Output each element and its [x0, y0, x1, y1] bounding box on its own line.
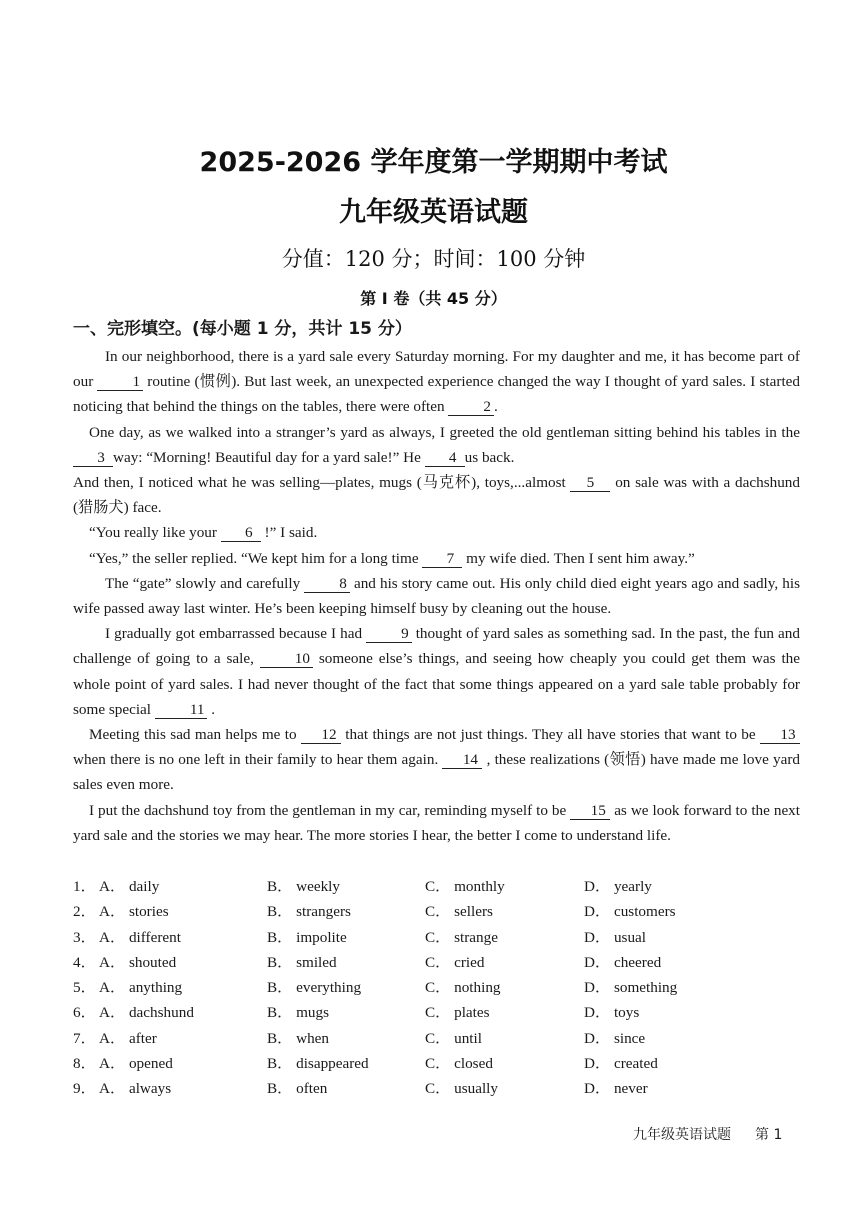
passage-text: my wife died. Then I sent him away.”: [462, 549, 695, 567]
exam-meta: 分值：120 分；时间：100 分钟: [281, 247, 586, 271]
blank-1: 1: [97, 373, 143, 391]
option-a: A． daily: [99, 878, 160, 895]
option-c: C． closed: [425, 1055, 493, 1073]
option-c: C． sellers: [425, 903, 493, 921]
question-number: 4．: [73, 953, 96, 971]
option-c: C． cried: [425, 953, 485, 971]
question-number: 1．: [73, 878, 96, 895]
option-d: D． something: [584, 979, 678, 997]
option-a: A． shouted: [99, 953, 177, 971]
passage-paragraph: [73, 621, 800, 722]
passage-text: as we look forward to the next yard sale and the stories we may hear. The more stories I hear, the better I come to understand life.: [73, 801, 800, 844]
option-a: A． dachshund: [99, 1004, 194, 1022]
passage-text: .: [493, 398, 498, 416]
option-row: [73, 951, 800, 976]
option-row: [73, 900, 800, 925]
passage-text: someone else’s things, and seeing how cheaply you could get them was the whole point of yard sales. I had never thought of the fact that some things appeared on a yard sale table probably for some special: [73, 650, 800, 718]
option-a: A． anything: [99, 979, 183, 997]
page-footer: [633, 1124, 782, 1144]
option-d: D． never: [584, 1080, 648, 1098]
passage-text: thought of yard sales as something sad. In the past, the fun and challenge of going to a sale,: [73, 625, 800, 668]
option-a: A． after: [99, 1029, 157, 1047]
option-c: C． until: [425, 1029, 482, 1047]
passage-text: .: [207, 700, 216, 718]
option-row: [73, 875, 800, 900]
passage-text: us back.: [464, 448, 515, 466]
option-row: [73, 1052, 800, 1077]
option-d: D． yearly: [584, 878, 652, 895]
option-b: B． everything: [267, 979, 362, 997]
passage-text: that things are not just things. They all have stories that want to be: [340, 726, 761, 744]
option-c: C． usually: [425, 1080, 498, 1098]
option-c: C． plates: [425, 1004, 490, 1022]
blank-12: 12: [301, 726, 341, 744]
option-row: [73, 1077, 800, 1102]
options-list: [73, 875, 800, 1103]
passage-text: when there is no one left in their family to hear them again.: [73, 751, 443, 769]
blank-10: 10: [260, 650, 313, 668]
passage-text: Meeting this sad man helps me to: [89, 726, 301, 744]
option-b: B． mugs: [267, 1004, 330, 1022]
option-b: B． often: [267, 1080, 328, 1098]
option-b: B． weekly: [267, 878, 340, 895]
option-c: C． strange: [425, 928, 498, 946]
option-b: B． when: [267, 1029, 330, 1047]
passage-text: And then, I noticed what he was selling—plates, mugs (马克杯), toys,...almost: [73, 474, 571, 492]
option-row: [73, 976, 800, 1001]
passage-text: on sale was with a dachshund (猎肠犬) face.: [73, 474, 800, 517]
passage-paragraph: [73, 798, 800, 848]
option-d: D． customers: [584, 903, 676, 921]
option-b: B． smiled: [267, 953, 337, 971]
question-number: 9．: [73, 1080, 96, 1098]
passage-paragraph: [73, 420, 800, 470]
option-d: D． created: [584, 1055, 658, 1073]
option-row: [73, 926, 800, 951]
exam-subtitle: 九年级英语试题: [339, 197, 528, 228]
blank-7: 7: [422, 550, 462, 568]
passage-text: , these realizations (领悟) have made me love yard sales even more.: [73, 751, 800, 794]
option-b: B． strangers: [267, 903, 351, 921]
passage-text: I put the dachshund toy from the gentleman in my car, reminding myself to be: [89, 801, 571, 819]
passage-paragraph: [73, 571, 800, 621]
option-b: B． disappeared: [267, 1055, 369, 1073]
blank-15: 15: [570, 802, 610, 820]
passage-paragraph: [73, 470, 800, 520]
blank-14: 14: [442, 751, 482, 769]
blank-2: 2: [448, 398, 494, 416]
passage-paragraph: [73, 722, 800, 798]
option-d: D． since: [584, 1029, 646, 1047]
option-b: B． impolite: [267, 928, 347, 946]
blank-3: 3: [73, 449, 113, 467]
cloze-passage: [73, 344, 800, 848]
passage-paragraph: [73, 344, 800, 420]
blank-4: 4: [425, 449, 465, 467]
passage-text: routine (惯例). But last week, an unexpected experience changed the way I thought of yard sales. I started noticing that behind the things on the tables, there were often: [73, 373, 800, 416]
passage-text: The “gate” slowly and carefully: [105, 574, 305, 592]
blank-13: 13: [760, 726, 800, 744]
blank-5: 5: [570, 474, 610, 492]
passage-paragraph: [73, 520, 800, 545]
passage-text: and his story came out. His only child died eight years ago and sadly, his wife passed away last winter. He’s been keeping himself busy by cleaning out the house.: [73, 574, 800, 618]
passage-text: In our neighborhood, there is a yard sale every Saturday morning. For my daughter and me, it has become part of our: [73, 348, 800, 391]
passage-text: I gradually got embarrassed because I had: [105, 625, 367, 643]
passage-text: One day, as we walked into a stranger’s yard as always, I greeted the old gentleman sitting behind his tables in the: [89, 423, 800, 441]
passage-text: “Yes,” the seller replied. “We kept him for a long time: [89, 549, 423, 567]
question-number: 2．: [73, 903, 96, 921]
question-number: 5．: [73, 979, 96, 997]
option-a: A． opened: [99, 1055, 173, 1073]
question-number: 7．: [73, 1029, 96, 1047]
passage-text: way: “Morning! Beautiful day for a yard sale!” He: [113, 448, 425, 466]
page-number: 第 1: [755, 1127, 783, 1143]
option-a: A． stories: [99, 903, 169, 921]
question-number: 3．: [73, 928, 96, 946]
section-hint: (每小题 1 分，共计 15 分）: [192, 319, 412, 339]
volume-heading: 第 I 卷（共 45 分）: [360, 289, 507, 308]
blank-6: 6: [221, 524, 261, 542]
option-row: [73, 1001, 800, 1026]
option-d: D． usual: [584, 928, 647, 946]
section-heading: [73, 314, 412, 339]
footer-label: 九年级英语试题: [633, 1127, 731, 1143]
question-number: 6．: [73, 1004, 96, 1022]
option-a: A． always: [99, 1080, 172, 1098]
section-title: 一、完形填空。: [73, 319, 192, 339]
option-c: C． monthly: [425, 878, 505, 895]
option-row: [73, 1027, 800, 1052]
passage-paragraph: [73, 546, 800, 571]
option-d: D． toys: [584, 1004, 640, 1022]
blank-8: 8: [304, 575, 350, 593]
exam-title: 2025-2026 学年度第一学期期中考试: [199, 147, 668, 178]
option-a: A． different: [99, 928, 181, 946]
option-c: C． nothing: [425, 979, 501, 997]
blank-11: 11: [155, 701, 208, 719]
passage-text: “You really like your: [89, 524, 221, 542]
question-number: 8．: [73, 1055, 96, 1073]
option-d: D． cheered: [584, 953, 662, 971]
blank-9: 9: [366, 625, 412, 643]
passage-text: !” I said.: [260, 524, 318, 542]
